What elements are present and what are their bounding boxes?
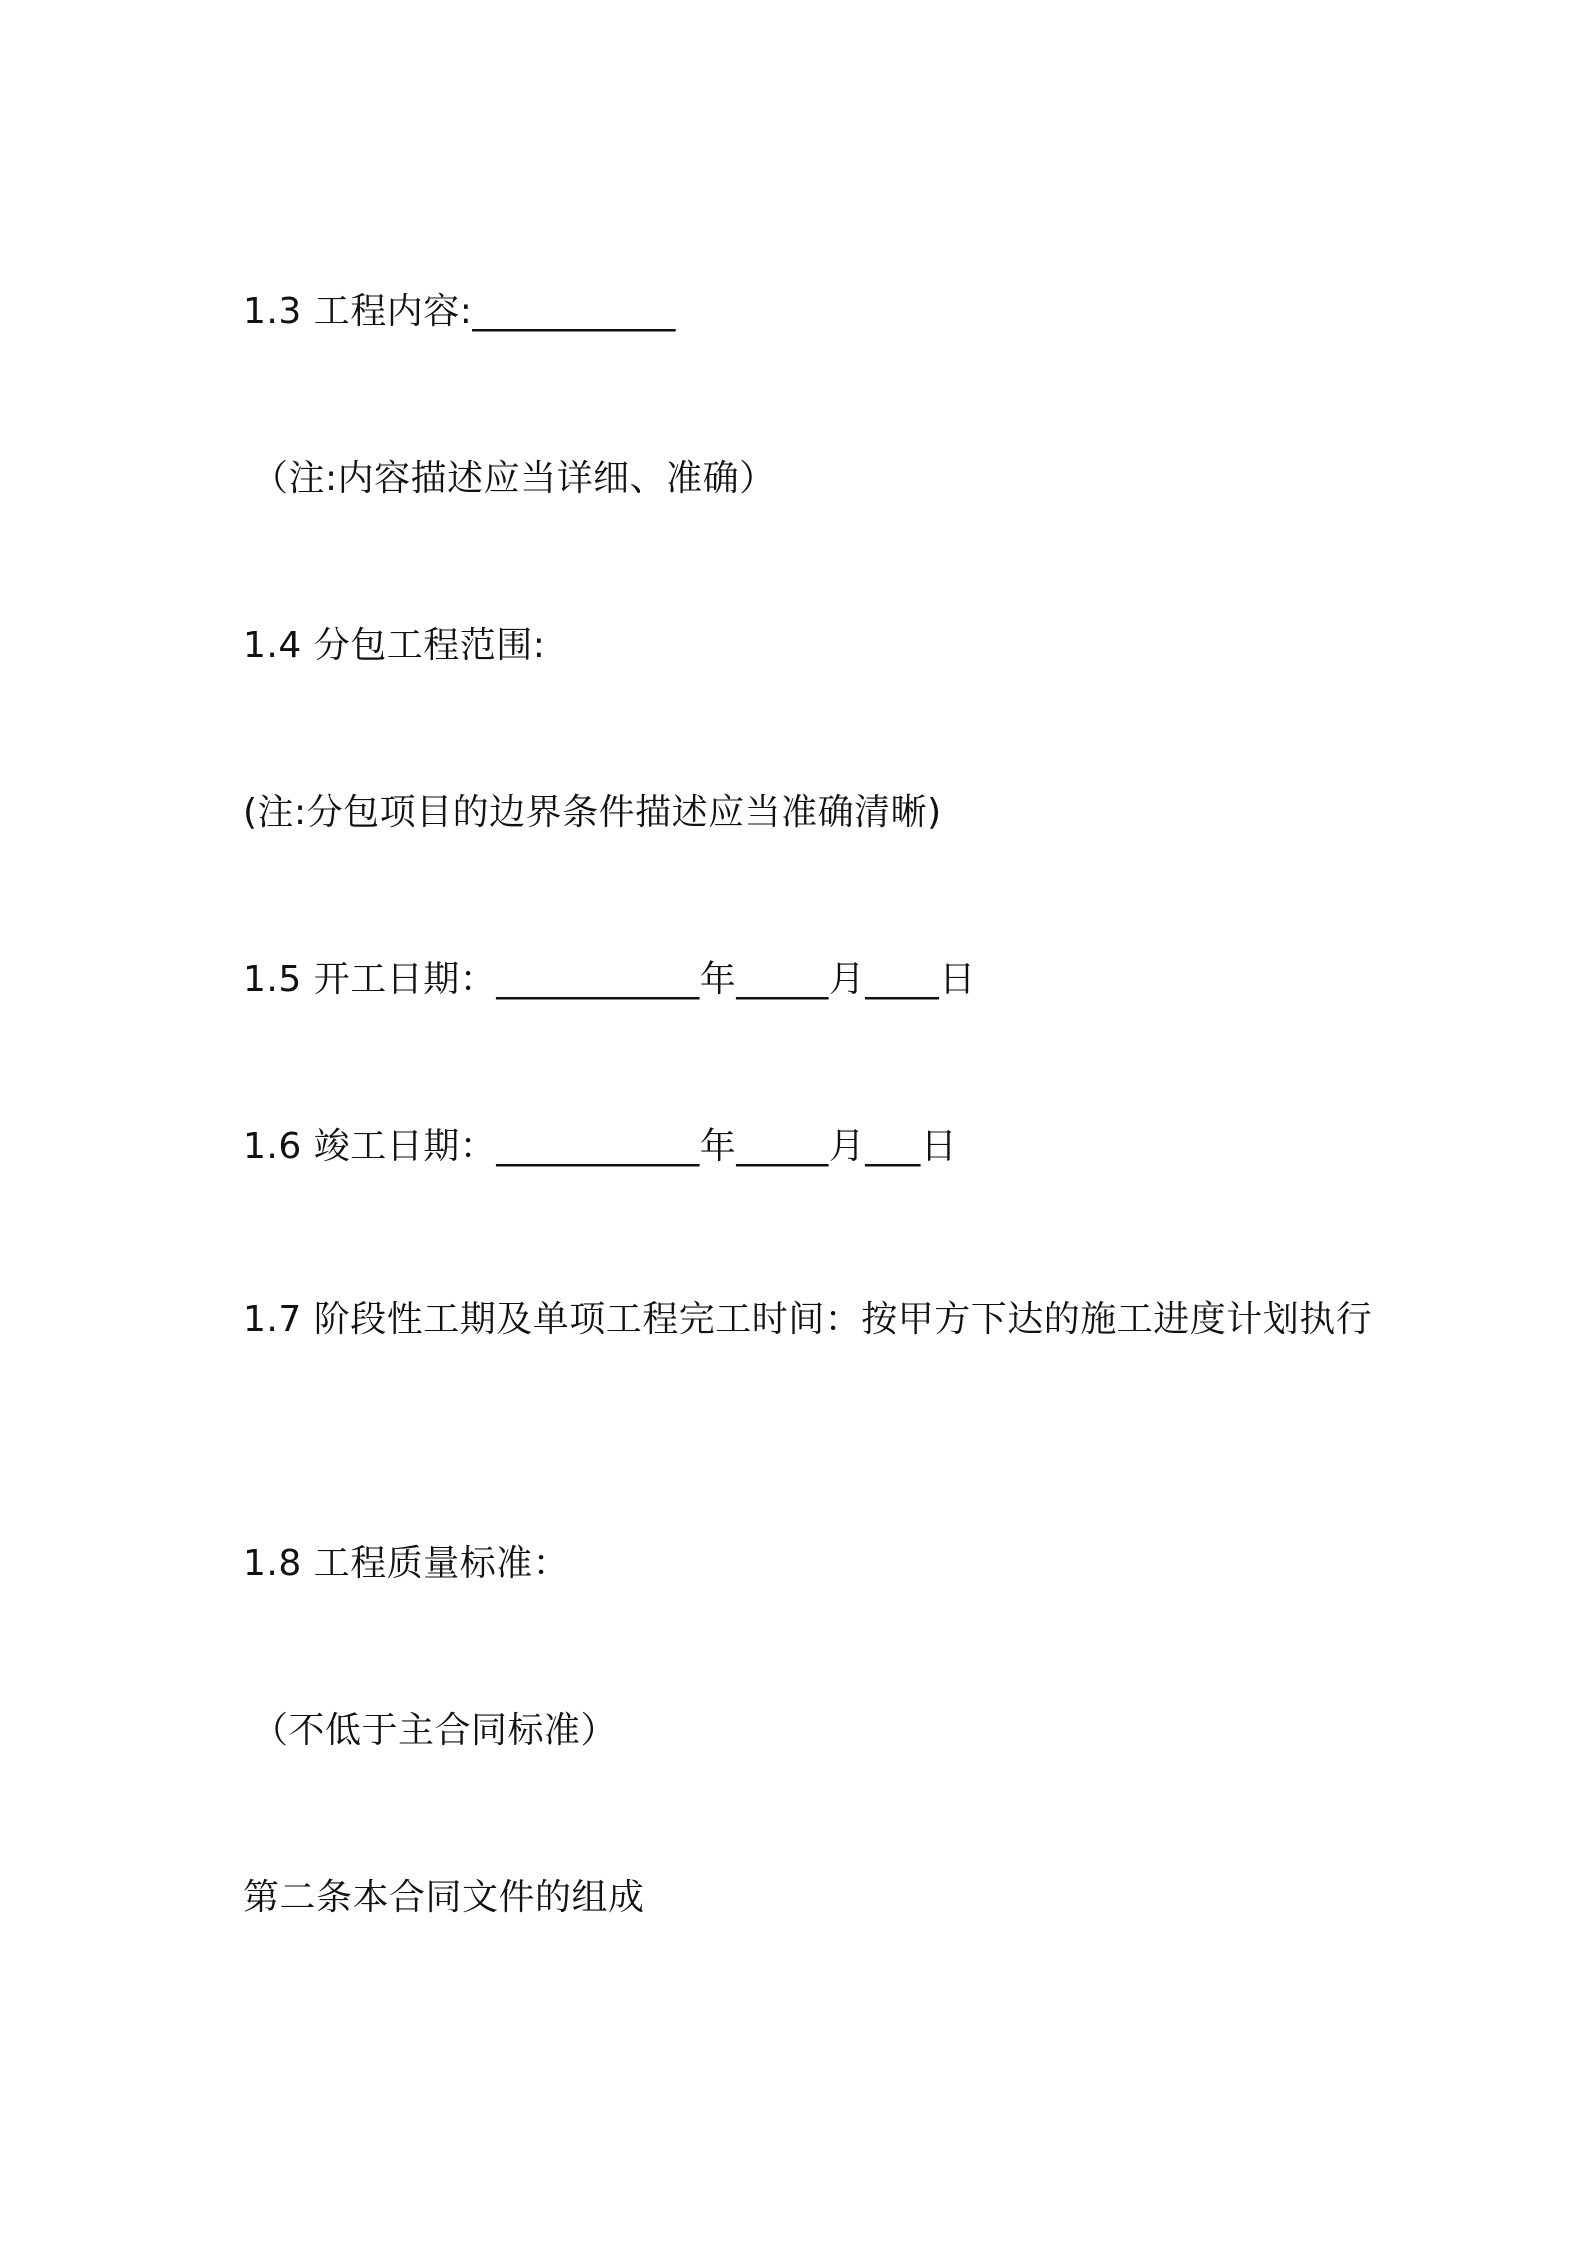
article-2-heading: 第二条本合同文件的组成 — [243, 1877, 645, 1918]
note-content-description: （注:内容描述应当详细、准确） — [252, 458, 776, 499]
note-quality-standard: （不低于主合同标准） — [252, 1710, 618, 1751]
clause-1-4-subcontract-scope: 1.4 分包工程范围: — [243, 625, 546, 666]
clause-1-8-quality-standard: 1.8 工程质量标准： — [243, 1543, 570, 1584]
clause-1-7-phase-schedule: 1.7 阶段性工期及单项工程完工时间：按甲方下达的施工进度计划执行 — [243, 1299, 1373, 1340]
clause-1-3-project-content: 1.3 工程内容:___________ — [243, 291, 676, 332]
clause-1-5-start-date: 1.5 开工日期：___________年_____月____日 — [243, 959, 976, 1000]
clause-1-6-completion-date: 1.6 竣工日期：___________年_____月___日 — [243, 1126, 958, 1167]
note-subcontract-boundary: (注:分包项目的边界条件描述应当准确清晰) — [243, 792, 942, 833]
